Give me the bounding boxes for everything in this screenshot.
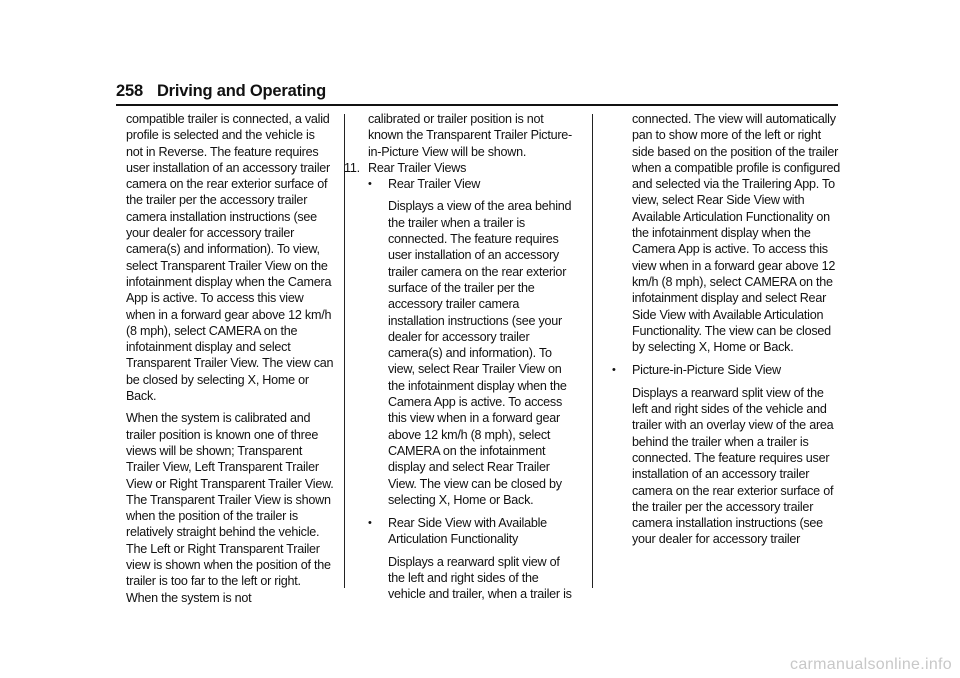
page-number: 258 — [116, 82, 143, 100]
sub-item-rear-side-view — [368, 515, 576, 602]
item-title: Rear Trailer Views — [368, 160, 467, 175]
col1-paragraph-1: compatible trailer is connected, a valid profile is selected and the vehicle is not in Reverse. The feature requires user installation of an accessory trailer camera on the rear exterior surface of the trailer per the accessory trailer camera installation instructions (see your dealer for accessory trailer camera(s) and information). To view, select Transparent Trailer View on the infotainment display when the Camera App is active. To access this view when in a forward gear above 12 km/h (8 mph), select CAMERA on the infotainment display and select Transparent Trailer View. The view can be closed by selecting X, Home or Back. — [126, 112, 334, 404]
list-item-11 — [344, 160, 576, 603]
col3-continuation: connected. The view will automatically pan to show more of the left or right side based on the position of the trailer when a compatible profile is configured and selected via the Trailering App. To view, select Rear Side View with Available Articulation Functionality on the infotainment display when the Camera App is active. To access this view when in a forward gear above 12 km/h (8 mph), select CAMERA on the infotainment display and select Rear Side View with Available Articulation Functionality. The view can be closed by selecting X, Home or Back. — [632, 112, 840, 355]
sub-item-body: Displays a view of the area behind the trailer when a trailer is connected. The feature requires user installation of an accessory trailer camera on the rear exterior surface of the trailer per the accessory trailer camera installation instructions (see your dealer for accessory trailer camera(s) and information). To view, select Rear Trailer View on the infotainment display when the Camera App is active. To access this view when in a forward gear above 12 km/h (8 mph), select CAMERA on the infotainment display and select Rear Trailer View. The view can be closed by selecting X, Home or Back. — [388, 199, 572, 507]
col1-paragraph-2: When the system is calibrated and trailer position is known one of three views will be shown; Transparent Trailer View, Left Transparent Trailer View or Right Transparent Trailer View. The Transparent Trailer View is shown when the position of the trailer is relatively straight behind the vehicle. The Left or Right Transparent Trailer view is shown when the position of the trailer is too far to the left or right. When the system is not — [126, 411, 334, 605]
column-divider-right — [592, 114, 593, 588]
sub-item-title: Picture-in-Picture Side View — [632, 363, 781, 378]
sub-item-rear-trailer-view — [368, 176, 576, 508]
sub-item-body: Displays a rearward split view of the left and right sides of the vehicle and trailer, when a trailer is — [388, 554, 572, 602]
header-rule — [116, 104, 838, 106]
sub-item-pip-side-view — [612, 362, 840, 547]
bullet: • — [368, 517, 372, 530]
sub-item-title: Rear Side View with Available Articulation Functionality — [388, 516, 547, 547]
watermark: carmanualsonline.info — [790, 656, 952, 673]
bullet: • — [368, 178, 372, 191]
bullet: • — [612, 364, 616, 377]
page-header — [116, 82, 326, 101]
item-number: 11. — [344, 160, 360, 175]
col2-lead: calibrated or trailer position is not known the Transparent Trailer Picture-in-Picture View will be shown. — [368, 112, 572, 159]
section-title: Driving and Operating — [156, 82, 327, 100]
column-1 — [126, 111, 334, 606]
column-3 — [612, 111, 840, 548]
column-2 — [344, 111, 576, 603]
column-divider-left — [344, 114, 345, 588]
sub-item-body: Displays a rearward split view of the left and right sides of the vehicle and trailer with an overlay view of the area behind the trailer when a trailer is connected. The feature requires user installation of an accessory trailer camera on the rear exterior surface of the trailer per the accessory trailer camera installation instructions (see your dealer for accessory trailer — [632, 385, 834, 547]
sub-item-title: Rear Trailer View — [388, 177, 481, 192]
